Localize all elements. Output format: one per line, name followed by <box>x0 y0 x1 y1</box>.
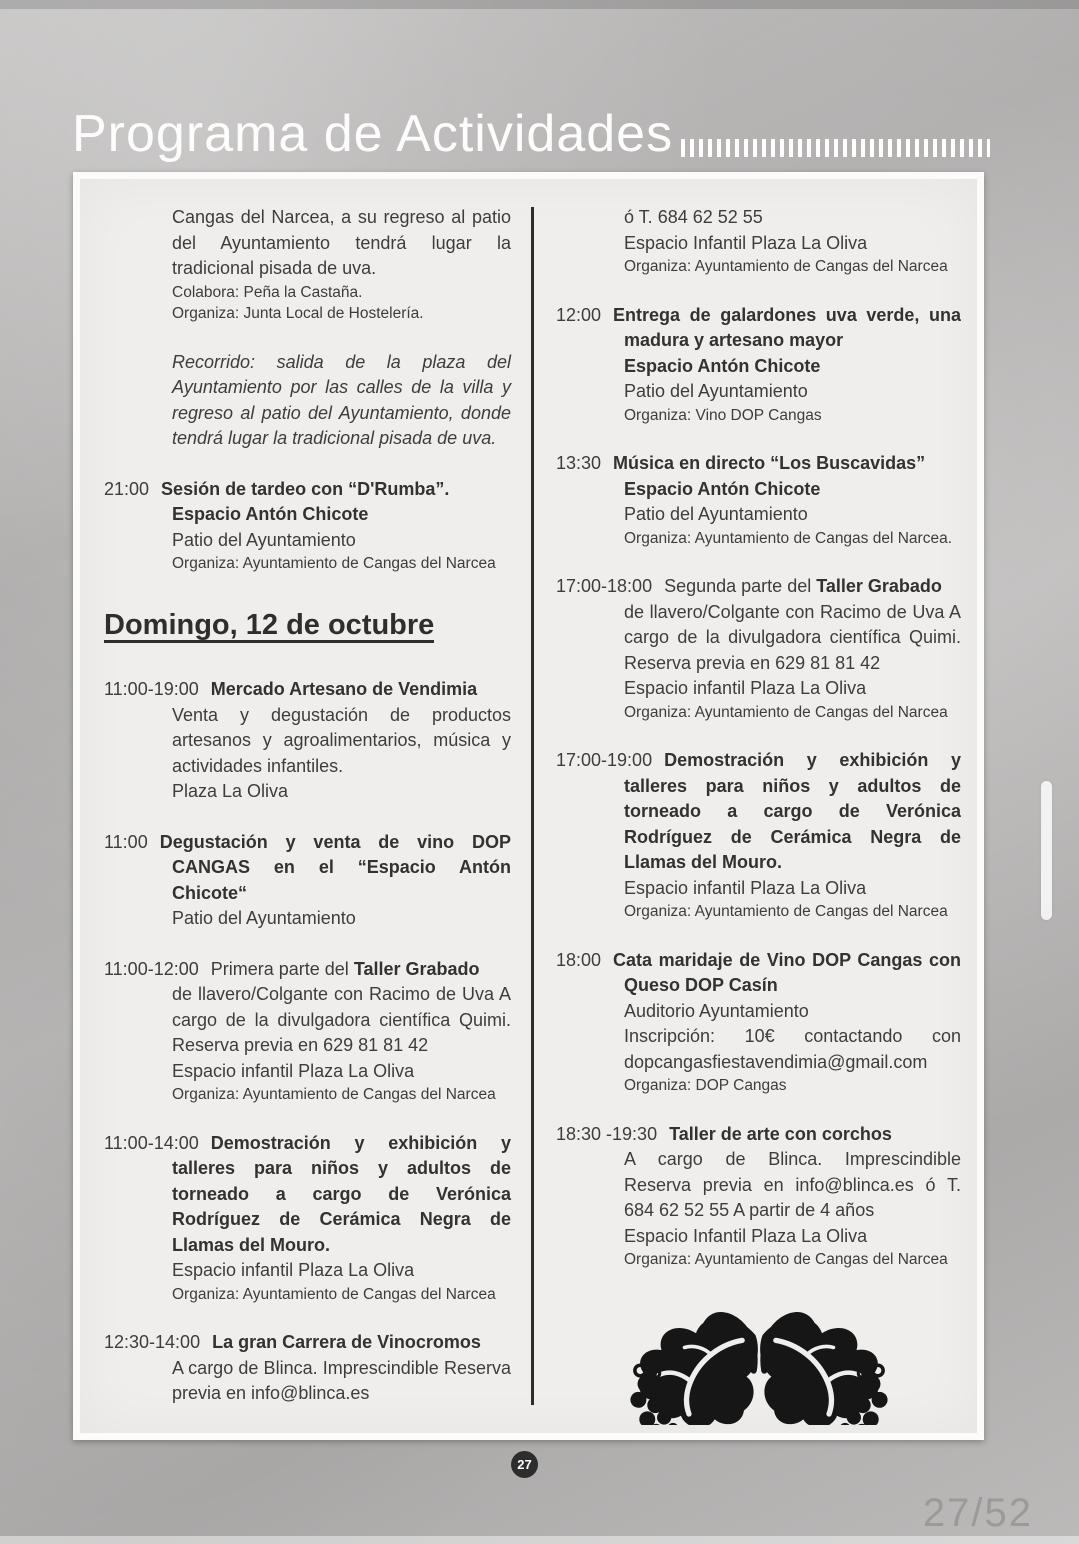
event-1800 <box>556 948 961 1097</box>
recorrido-paragraph <box>104 350 511 452</box>
scrollbar-thumb[interactable] <box>1041 781 1052 920</box>
page-title: Programa de Actividades <box>72 105 674 163</box>
right-column <box>534 205 961 1425</box>
event-venue: Patio del Ayuntamiento <box>172 529 356 550</box>
event-venue: Espacio infantil Plaza La Oliva <box>172 1060 415 1081</box>
continuation-line: Espacio Infantil Plaza La Oliva <box>624 232 868 253</box>
event-time: 13:30 <box>556 453 602 473</box>
event-title: Sesión de tardeo con “D'Rumba”. <box>161 478 450 499</box>
organiza-note: Organiza: Junta Local de Hostelería. <box>172 305 424 322</box>
event-venue: Espacio infantil Plaza La Oliva <box>624 877 867 898</box>
event-subtitle: Espacio Antón Chicote <box>624 355 821 376</box>
event-time: 11:00-14:00 <box>104 1132 199 1153</box>
event-venue: Espacio infantil Plaza La Oliva <box>624 678 867 698</box>
event-organiza: Organiza: DOP Cangas <box>624 1077 787 1094</box>
event-2100 <box>104 477 511 575</box>
dotted-leader-decoration <box>681 139 990 157</box>
event-time: 18:00 <box>556 949 602 970</box>
event-organiza: Organiza: Ayuntamiento de Cangas del Narcea <box>624 258 948 275</box>
event-description: A cargo de Blinca. Imprescindible Reserva previa en info@blinca.es <box>172 1357 511 1403</box>
event-organiza: Organiza: Ayuntamiento de Cangas del Narcea <box>172 1086 496 1103</box>
page-header <box>72 94 990 163</box>
event-title: Taller Grabado <box>353 958 480 979</box>
event-title: Música en directo “Los Buscavidas” <box>613 453 926 473</box>
paragraph-text: Cangas del Narcea, a su regreso al patio del Ayuntamiento tendrá lugar la tradicional pisada de uva. <box>172 207 511 278</box>
event-1700-1800 <box>556 574 961 723</box>
event-title: Demostración y exhibición y talleres para niños y adultos de torneado a cargo de Verónica Rodríguez de Cerámica Negra de Llamas del Mouro. <box>624 750 961 872</box>
event-organiza: Organiza: Ayuntamiento de Cangas del Narcea <box>624 703 948 721</box>
event-title: Entrega de galardones uva verde, una madura y artesano mayor <box>613 304 961 350</box>
event-description: Venta y degustación de productos artesanos y agroalimentarios, música y actividades infantiles. <box>172 704 511 776</box>
event-organiza: Organiza: Ayuntamiento de Cangas del Narcea <box>172 555 496 572</box>
event-1100-1900 <box>104 677 511 805</box>
event-description: de llavero/Colgante con Racimo de Uva A cargo de la divulgadora científica Quimi. Reserva previa en 629 81 81 42 <box>172 984 511 1055</box>
event-organiza: Organiza: Vino DOP Cangas <box>624 406 822 424</box>
continuation-paragraph <box>104 205 511 325</box>
continuation-block <box>556 205 961 278</box>
event-time: 12:00 <box>556 304 602 325</box>
event-time: 11:00-12:00 <box>104 958 199 979</box>
event-venue: Auditorio Ayuntamiento <box>624 1000 809 1021</box>
event-1100-1400 <box>104 1131 511 1306</box>
page-number-badge: 27 <box>511 1451 538 1478</box>
event-venue: Patio del Ayuntamiento <box>172 908 356 928</box>
event-venue: Plaza La Oliva <box>172 781 289 801</box>
event-subtitle: Espacio Antón Chicote <box>624 478 821 499</box>
event-description: de llavero/Colgante con Racimo de Uva A cargo de la divulgadora científica Quimi. Reserva previa en 629 81 81 42 <box>624 601 961 673</box>
continuation-line: ó T. 684 62 52 55 <box>624 207 763 227</box>
event-time: 11:00 <box>104 831 148 852</box>
event-title: Mercado Artesano de Vendimia <box>210 679 478 699</box>
event-1200 <box>556 303 961 427</box>
event-venue: Patio del Ayuntamiento <box>624 504 808 524</box>
event-1830-1930 <box>556 1122 961 1271</box>
grapevine-ornament-icon <box>626 1296 892 1426</box>
event-title: Degustación y venta de vino DOP CANGAS en el “Espacio Antón Chicote“ <box>159 831 511 903</box>
event-venue: Espacio Infantil Plaza La Oliva <box>624 1225 868 1246</box>
left-column <box>104 205 531 1425</box>
event-title-prefix: Segunda parte del <box>664 576 817 596</box>
event-title: Taller Grabado <box>816 576 942 596</box>
event-title: Cata maridaje de Vino DOP Cangas con Queso DOP Casín <box>613 949 961 995</box>
event-1100-1200 <box>104 957 511 1106</box>
event-subtitle: Espacio Antón Chicote <box>172 504 369 524</box>
program-content-box <box>73 172 984 1440</box>
event-title-prefix: Primera parte del <box>210 958 354 979</box>
event-organiza: Organiza: Ayuntamiento de Cangas del Narcea. <box>624 529 952 547</box>
event-time: 17:00-18:00 <box>556 576 653 596</box>
event-organiza: Organiza: Ayuntamiento de Cangas del Narcea <box>624 1251 948 1268</box>
event-venue: Patio del Ayuntamiento <box>624 381 808 401</box>
viewer-top-edge <box>0 0 1079 9</box>
event-organiza: Organiza: Ayuntamiento de Cangas del Narcea <box>624 903 948 920</box>
event-1100 <box>104 830 511 932</box>
event-organiza: Organiza: Ayuntamiento de Cangas del Narcea <box>172 1285 496 1303</box>
viewer-bottom-edge <box>0 1536 1079 1544</box>
event-time: 12:30-14:00 <box>104 1332 201 1352</box>
event-1330 <box>556 451 961 549</box>
event-title: Taller de arte con corchos <box>669 1123 892 1144</box>
event-venue: Espacio infantil Plaza La Oliva <box>172 1260 415 1280</box>
colabora-note: Colabora: Peña la Castaña. <box>172 283 363 301</box>
event-time: 11:00-19:00 <box>104 679 199 699</box>
event-time: 17:00-19:00 <box>556 750 653 770</box>
page-indicator: 27/52 <box>922 1491 1033 1535</box>
event-time: 18:30 -19:30 <box>556 1123 658 1144</box>
event-title: Demostración y exhibición y talleres para niños y adultos de torneado a cargo de Verónica Rodríguez de Cerámica Negra de Llamas del Mouro. <box>172 1132 511 1255</box>
event-description: Inscripción: 10€ contactando con dopcangasfiestavendimia@gmail.com <box>624 1026 961 1072</box>
day-heading: Domingo, 12 de octubre <box>104 613 511 644</box>
event-1230-1400 <box>104 1330 511 1407</box>
paragraph-text: Recorrido: salida de la plaza del Ayuntamiento por las calles de la villa y regreso al patio del Ayuntamiento, donde tendrá lugar la tradicional pisada de uva. <box>172 351 511 448</box>
event-time: 21:00 <box>104 478 150 499</box>
event-description: A cargo de Blinca. Imprescindible Reserva previa en info@blinca.es ó T. 684 62 52 55 A partir de 4 años <box>624 1149 961 1220</box>
event-1700-1900 <box>556 748 961 923</box>
event-title: La gran Carrera de Vinocromos <box>212 1332 481 1352</box>
